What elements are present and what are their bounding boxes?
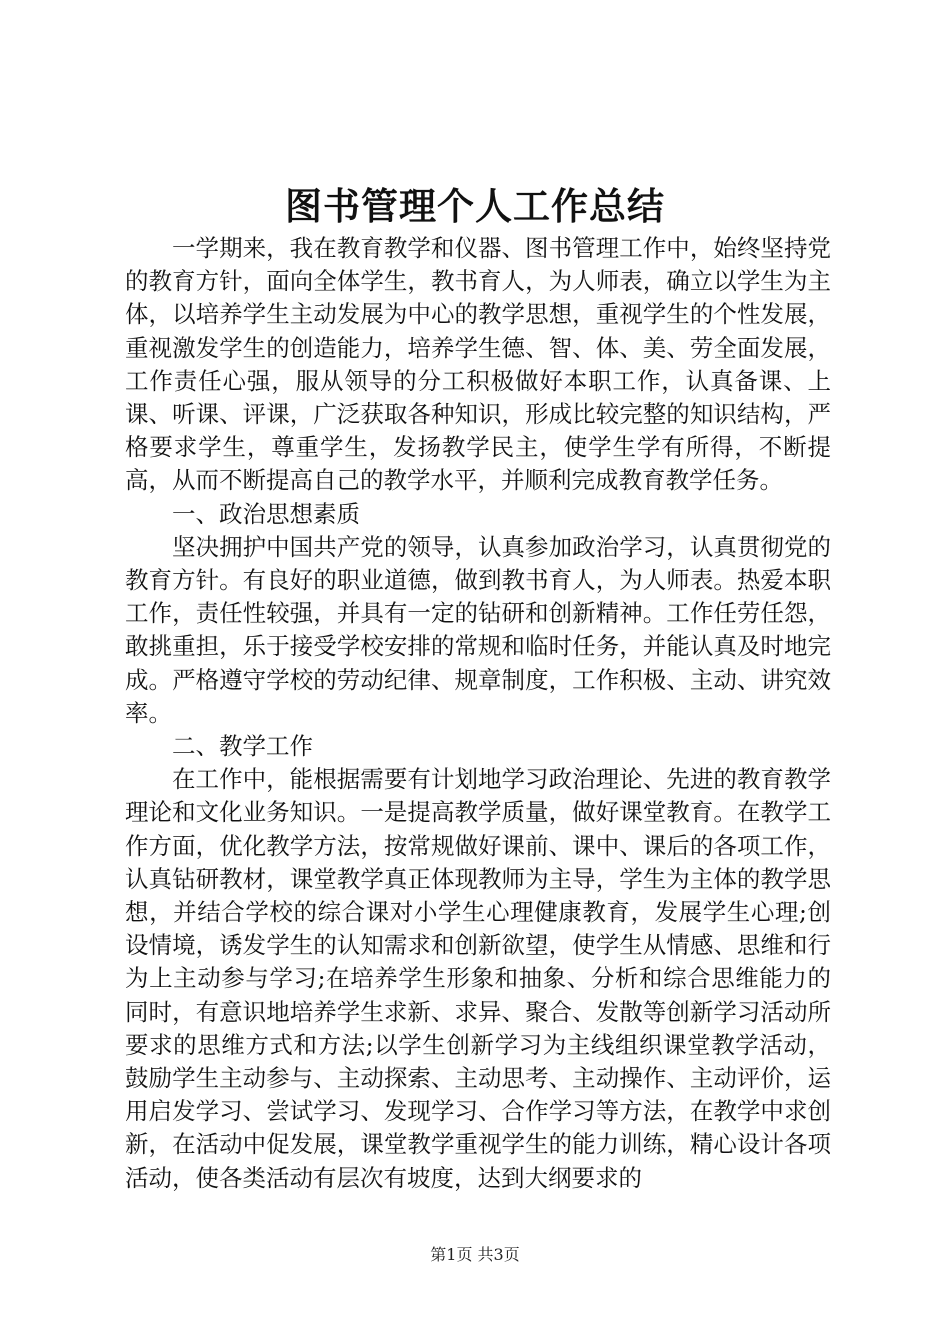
page-number: 第1页 共3页 [430,1245,520,1264]
paragraph-intro: 一学期来，我在教育教学和仪器、图书管理工作中，始终坚持党的教育方针，面向全体学生，教书育人，为人师表，确立以学生为主体，以培养学生主动发展为中心的教学思想，重视学生的个性发展，重视激发学生的创造能力，培养学生德、智、体、美、劳全面发展，工作责任心强，服从领导的分工积极做好本职工作，认真备课、上课、听课、评课，广泛获取各种知识，形成比较完整的知识结构，严格要求学生，尊重学生，发扬教学民主，使学生学有所得，不断提高，从而不断提高自己的教学水平，并顺利完成教育教学任务。 [125,234,831,495]
document-body [125,232,831,1195]
paragraph-teaching: 在工作中，能根据需要有计划地学习政治理论、先进的教育教学理论和文化业务知识。一是提高教学质量，做好课堂教育。在教学工作方面，优化教学方法，按常规做好课前、课中、课后的各项工作，认真钻研教材，课堂教学真正体现教师为主导，学生为主体的教学思想，并结合学校的综合课对小学生心理健康教育，发展学生心理;创设情境，诱发学生的认知需求和创新欲望，使学生从情感、思维和行为上主动参与学习;在培养学生形象和抽象、分析和综合思维能力的同时，有意识地培养学生求新、求异、聚合、发散等创新学习活动所要求的思维方式和方法;以学生创新学习为主线组织课堂教学活动，鼓励学生主动参与、主动探索、主动思考、主动操作、主动评价，运用启发学习、尝试学习、发现学习、合作学习等方法，在教学中求创新，在活动中促发展，课堂教学重视学生的能力训练，精心设计各项活动，使各类活动有层次有坡度，达到大纲要求的 [125,765,831,1192]
paragraph-politics: 坚决拥护中国共产党的领导，认真参加政治学习，认真贯彻党的教育方针。有良好的职业道德，做到教书育人，为人师表。热爱本职工作，责任性较强，并具有一定的钻研和创新精神。工作任劳任怨，敢挑重担，乐于接受学校安排的常规和临时任务，并能认真及时地完成。严格遵守学校的劳动纪律、规章制度，工作积极、主动、讲究效率。 [125,532,831,727]
section-heading-politics: 一、政治思想素质 [172,499,360,528]
document-title: 图书管理个人工作总结 [285,185,665,228]
section-heading-teaching: 二、教学工作 [172,732,313,761]
